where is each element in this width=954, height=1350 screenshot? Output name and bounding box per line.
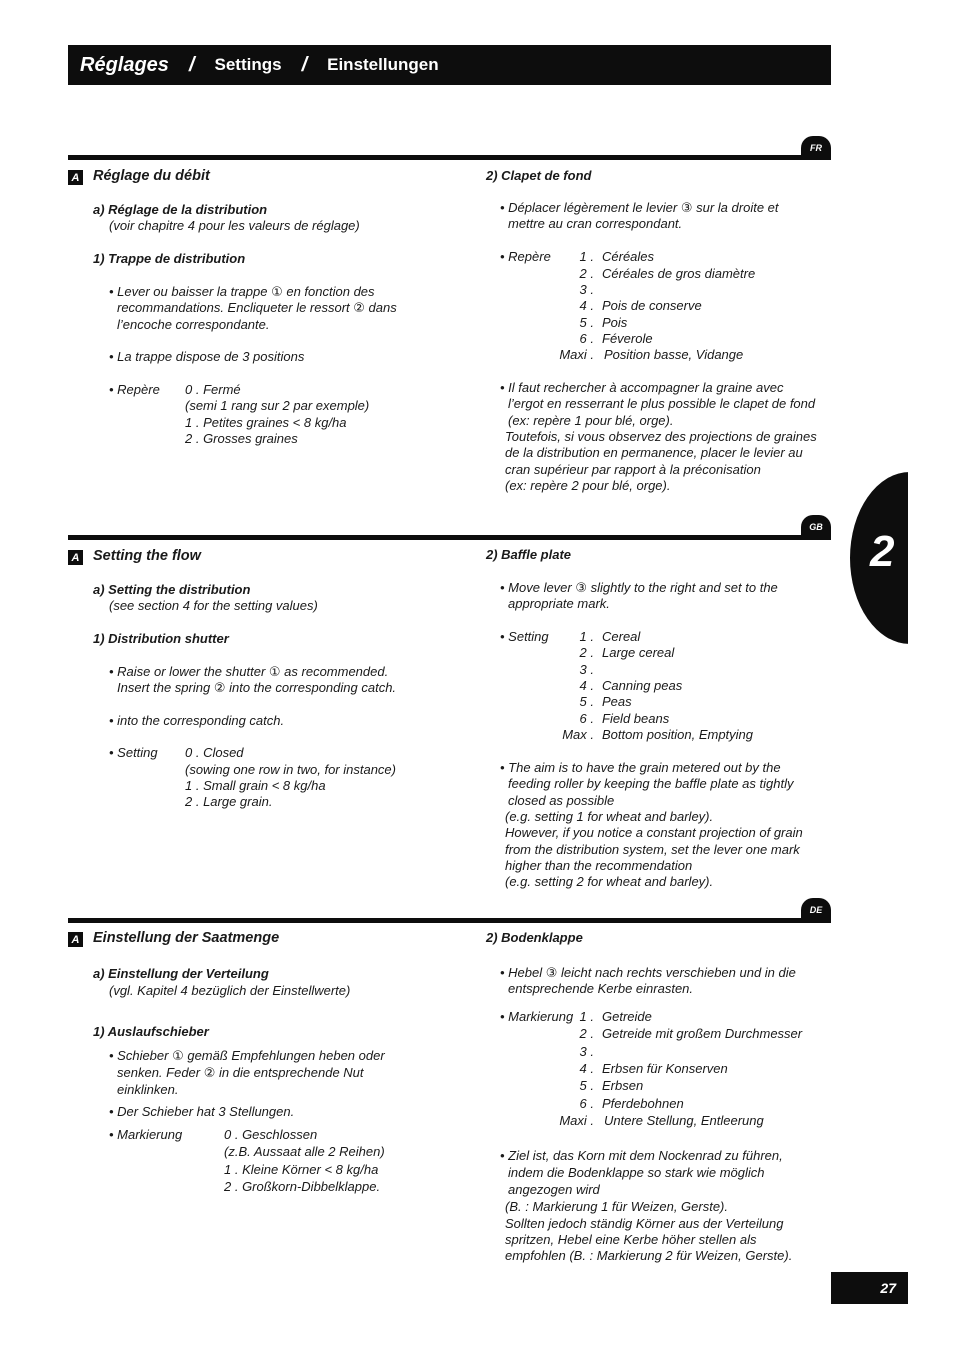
mark-item: 1 . Petites graines < 8 kg/ha [185,415,347,430]
bullet-line: angezogen wird [508,1182,600,1197]
subsection-note: (see section 4 for the setting values) [109,598,318,613]
mark-item: Céréales [602,249,655,264]
bullet-line: feeding roller by keeping the baffle plate as tightly [508,776,794,791]
bullet-line: • La trappe dispose de 3 positions [109,349,305,364]
mark-item: Peas [602,694,632,709]
chapter-number: 2 [870,527,895,576]
mark-number: 4 . [579,678,594,693]
bullet-line: (B. : Markierung 1 für Weizen, Gerste). [505,1199,728,1214]
bullet-line: einklinken. [117,1082,179,1097]
mark-item: 2 . Large grain. [185,794,273,809]
mark-number: 1 . [579,629,594,644]
marks-label: • Repère [109,382,160,397]
bullet-line: recommandations. Encliqueter le ressort ② dans [117,300,397,315]
mark-item: Pferdebohnen [602,1096,684,1111]
language-tab-fr: FR [801,136,831,160]
bullet-line: appropriate mark. [508,596,610,611]
subsection-heading: 1) Auslaufschieber [93,1024,209,1039]
bullet-line: higher than the recommendation [505,858,693,873]
header-title-en: Settings [214,55,282,74]
section-title: Réglage du débit [93,168,210,184]
mark-item: Position basse, Vidange [604,347,744,362]
bullet-line: senken. Feder ② in die entsprechende Nut [117,1065,364,1080]
mark-item: Large cereal [602,645,675,660]
mark-number: 1 . [579,1009,594,1024]
bullet-line: spritzen, Hebel eine Kerbe höher stellen als [505,1232,757,1247]
marks-label: • Setting [500,629,549,644]
subsection-heading: 1) Distribution shutter [93,631,229,646]
mark-item: Pois de conserve [602,298,702,313]
mark-number: 4 . [579,298,594,313]
mark-number: 6 . [579,1096,594,1111]
mark-number: 5 . [579,1078,594,1093]
section-title: Einstellung der Saatmenge [93,930,280,946]
mark-item: 0 . Geschlossen [224,1127,318,1142]
bullet-line: (e.g. setting 2 for wheat and barley). [505,874,714,889]
bullet-line: • Lever ou baisser la trappe ① en fonction des [109,284,375,299]
bullet-line: • Déplacer légèrement le levier ③ sur la droite et [500,200,779,215]
mark-item: (z.B. Aussaat alle 2 Reihen) [224,1144,385,1159]
mark-item: Canning peas [602,678,683,693]
subsection-heading: a) Réglage de la distribution [93,202,268,217]
mark-number: 6 . [579,331,594,346]
bullet-line: Insert the spring ② into the corresponding catch. [117,680,397,695]
bullet-line: indem die Bodenklappe so stark wie möglich [508,1165,765,1180]
bullet-line: However, if you notice a constant projection of grain [505,825,803,840]
bullet-line: (ex: repère 1 pour blé, orge). [508,413,674,428]
mark-number: 3 . [579,662,594,677]
section-rule [68,535,831,540]
mark-item: Bottom position, Emptying [602,727,754,742]
section-marker: A [68,932,83,947]
mark-item: Erbsen [602,1078,644,1093]
mark-item: Féverole [602,331,653,346]
mark-number: 1 . [579,249,594,264]
mark-number: Maxi . [559,347,594,362]
mark-item: 2 . Großkorn-Dibbelklappe. [224,1179,381,1194]
bullet-line: l’ergot en resserrant le plus possible le clapet de fond [508,396,816,411]
mark-number: 4 . [579,1061,594,1076]
mark-item: Erbsen für Konserven [602,1061,728,1076]
bullet-line: de la distribution en permanence, placer le levier au [505,445,803,460]
subsection-heading: 2) Bodenklappe [486,930,583,945]
page-number-box [831,1272,908,1304]
mark-item: 1 . Small grain < 8 kg/ha [185,778,326,793]
bullet-line: • Il faut rechercher à accompagner la graine avec [500,380,784,395]
header-separator: / [301,53,308,76]
mark-number: 5 . [579,315,594,330]
section-marker: A [68,550,83,565]
bullet-line: from the distribution system, set the lever one mark [505,842,800,857]
header-title-de: Einstellungen [327,55,439,74]
subsection-heading: 2) Baffle plate [486,547,572,562]
language-tab-gb: GB [801,515,831,539]
subsection-heading: 1) Trappe de distribution [93,251,246,266]
mark-item: Pois [602,315,628,330]
bullet-line: l’encoche correspondante. [117,317,270,332]
mark-number: Maxi . [559,1113,594,1128]
marks-label: • Repère [500,249,551,264]
page-number: 27 [880,1280,896,1296]
bullet-line: (e.g. setting 1 for wheat and barley). [505,809,714,824]
section-rule [68,918,831,923]
mark-number: 3 . [579,282,594,297]
bullet-line: Sollten jedoch ständig Körner aus der Verteilung [505,1216,784,1231]
language-tab-de: DE [801,898,831,922]
subsection-heading: 2) Clapet de fond [486,168,592,183]
bullet-line: • Raise or lower the shutter ① as recommended. [109,664,389,679]
mark-item: Getreide mit großem Durchmesser [602,1026,803,1041]
mark-item: Getreide [602,1009,652,1024]
mark-item: 0 . Closed [185,745,244,760]
bullet-line: • The aim is to have the grain metered out by the [500,760,781,775]
subsection-heading: a) Einstellung der Verteilung [93,966,269,981]
bullet-line: • Der Schieber hat 3 Stellungen. [109,1104,295,1119]
mark-number: 5 . [579,694,594,709]
mark-number: 2 . [579,266,594,281]
mark-item: Cereal [602,629,641,644]
bullet-line: cran supérieur par rapport à la préconisation [505,462,761,477]
bullet-line: Toutefois, si vous observez des projections de graines [505,429,817,444]
mark-number: Max . [562,727,594,742]
page-header [68,45,831,85]
bullet-line: mettre au cran correspondant. [508,216,683,231]
section-marker: A [68,170,83,185]
section-title: Setting the flow [93,548,201,564]
mark-item: 1 . Kleine Körner < 8 kg/ha [224,1162,379,1177]
bullet-line: • Hebel ③ leicht nach rechts verschieben und in die [500,965,796,980]
mark-item: Field beans [602,711,670,726]
mark-number: 2 . [579,1026,594,1041]
bullet-line: • Schieber ① gemäß Empfehlungen heben oder [109,1048,385,1063]
mark-number: 2 . [579,645,594,660]
bullet-line: • Ziel ist, das Korn mit dem Nockenrad zu führen, [500,1148,783,1163]
subsection-note: (voir chapitre 4 pour les valeurs de réglage) [109,218,360,233]
marks-label: • Setting [109,745,158,760]
bullet-line: • into the corresponding catch. [109,713,285,728]
mark-item: 0 . Fermé [185,382,241,397]
marks-label: • Markierung [500,1009,574,1024]
mark-item: Untere Stellung, Entleerung [604,1113,764,1128]
bullet-line: (ex: repère 2 pour blé, orge). [505,478,671,493]
section-rule [68,155,831,160]
mark-item: 2 . Grosses graines [185,431,298,446]
header-separator: / [188,53,195,76]
page-edge [908,460,954,660]
mark-item: (semi 1 rang sur 2 par exemple) [185,398,370,413]
bullet-line: entsprechende Kerbe einrasten. [508,981,694,996]
subsection-note: (vgl. Kapitel 4 bezüglich der Einstellwerte) [109,983,351,998]
bullet-line: closed as possible [508,793,615,808]
subsection-heading: a) Setting the distribution [93,582,251,597]
mark-item: (sowing one row in two, for instance) [185,762,396,777]
bullet-line: empfohlen (B. : Markierung 2 für Weizen, Gerste). [505,1248,793,1263]
header-title-fr: Réglages [80,53,169,76]
mark-number: 6 . [579,711,594,726]
mark-number: 3 . [579,1044,594,1059]
bullet-line: • Move lever ③ slightly to the right and set to the [500,580,778,595]
marks-label: • Markierung [109,1127,183,1142]
mark-item: Céréales de gros diamètre [602,266,756,281]
